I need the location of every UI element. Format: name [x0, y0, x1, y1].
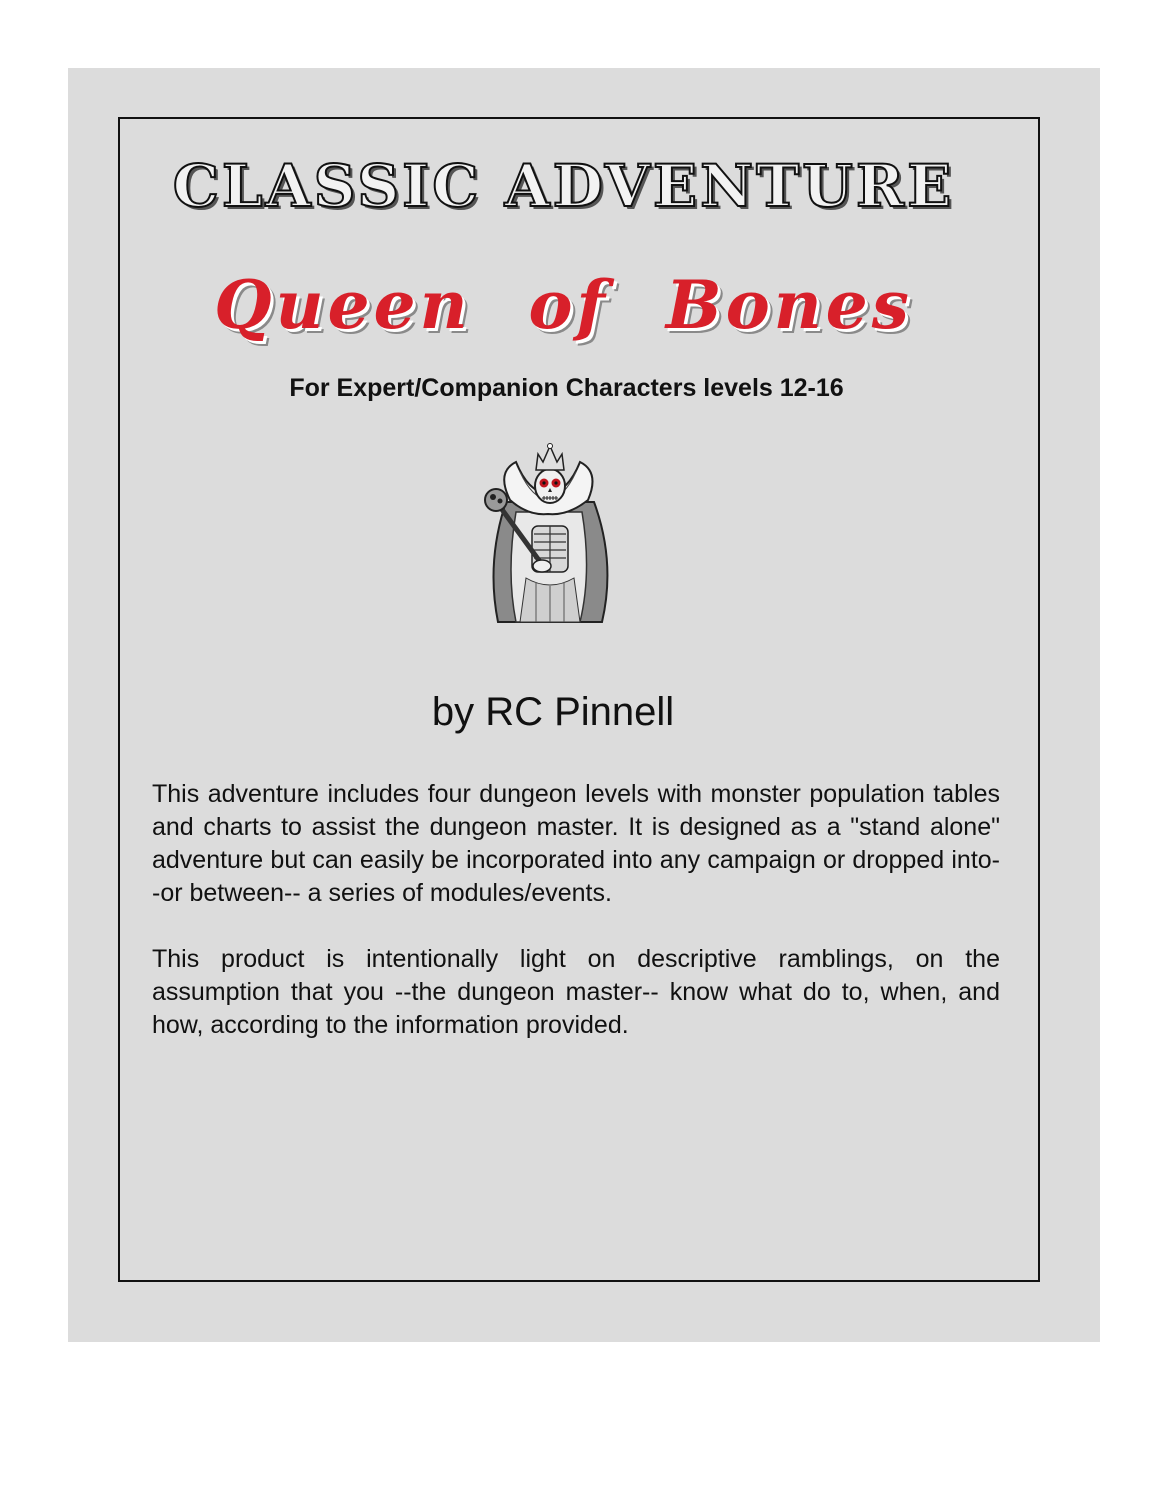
series-title: CLASSIC ADVENTURE [172, 152, 955, 220]
disclaimer-paragraph: This product is intentionally light on descriptive ramblings, on the assumption that you --the dungeon master-- know what do to, when, and how, according to the information provided. [152, 945, 1000, 1039]
level-subtitle: For Expert/Companion Characters levels 12-16 [289, 374, 844, 402]
author-byline: by RC Pinnell [431, 690, 675, 734]
description-paragraph: This adventure includes four dungeon levels with monster population tables and charts to assist the dungeon master. It is designed as a "stand alone" adventure but can easily be incorporated into any campaign or dropped into--or between-- a series of modules/events. [152, 780, 1000, 907]
adventure-title: Queen of Bones [214, 266, 913, 344]
skeleton-queen-icon [476, 442, 620, 624]
